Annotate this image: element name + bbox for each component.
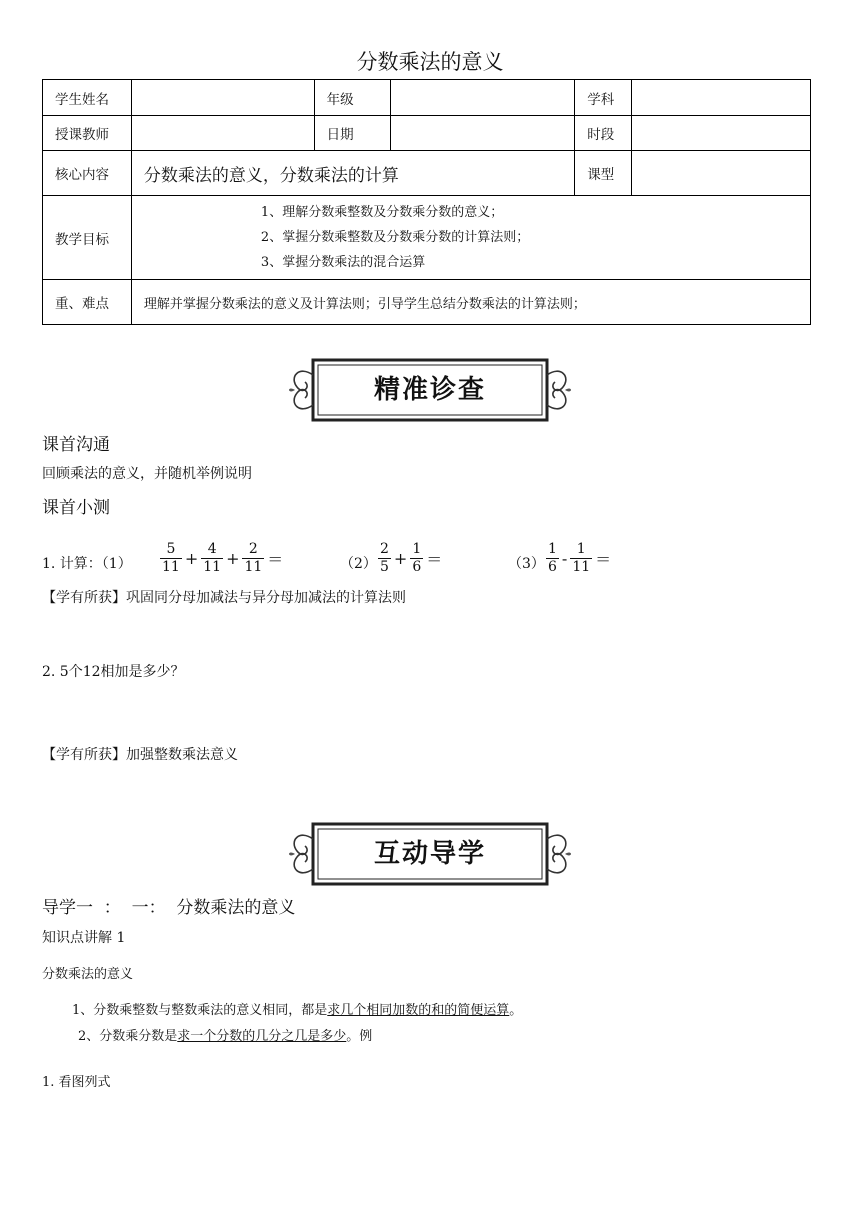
key-value: 理解并掌握分数乘法的意义及计算法则；引导学生总结分数乘法的计算法则； (131, 280, 810, 325)
page-title: 分数乘法的意义 (356, 50, 504, 74)
learning-gain: 【学有所获】加强整数乘法意义 (42, 747, 238, 763)
table-row (43, 80, 811, 116)
subject-field[interactable] (632, 80, 811, 116)
fraction: $\frac{2}{11}$ (244, 541, 263, 575)
table-row (43, 116, 811, 151)
expression-1: $\frac{5}{11}$ + $\frac{4}{11}$ + $\frac{2}{11}$ ＝ (162, 541, 284, 575)
section-heading: 导学一 ： 一： 分数乘法的意义 (42, 898, 296, 918)
type-label: 课型 (575, 151, 632, 196)
table-row (43, 280, 811, 325)
goals-label: 教学目标 (43, 196, 132, 280)
student-name-label: 学生姓名 (43, 80, 132, 116)
section-banner (287, 355, 573, 425)
banner-title: 精准诊查 (373, 375, 486, 405)
fraction: $\frac{1}{6}$ (412, 541, 422, 575)
exercise-1: 1. 看图列式 (42, 1075, 111, 1090)
teacher-label: 授课教师 (43, 116, 132, 151)
core-label: 核心内容 (43, 151, 132, 196)
date-label: 日期 (314, 116, 390, 151)
banner-title: 互动导学 (373, 839, 486, 869)
table-row (43, 151, 811, 196)
period-label: 时段 (575, 116, 632, 151)
subject-label: 学科 (575, 80, 632, 116)
key-label: 重、难点 (43, 280, 132, 325)
section-heading: 课首沟通 (42, 435, 110, 455)
table-row (43, 196, 811, 280)
period-field[interactable] (632, 116, 811, 151)
core-value: 分数乘法的意义，分数乘法的计算 (131, 151, 574, 196)
question-prefix: 1. 计算：（1） (42, 556, 132, 572)
topic-label: 分数乘法的意义 (42, 967, 134, 982)
fraction: $\frac{4}{11}$ (203, 541, 222, 575)
section-heading: 课首小测 (42, 498, 110, 518)
fraction: $\frac{2}{5}$ (380, 541, 389, 575)
section-banner (287, 819, 573, 889)
learning-gain: 【学有所获】巩固同分母加减法与异分母加减法的计算法则 (42, 590, 406, 606)
student-name-field[interactable] (131, 80, 314, 116)
lesson-info-table (42, 79, 811, 325)
fraction: $\frac{1}{11}$ (572, 541, 591, 575)
fraction: $\frac{1}{6}$ (548, 541, 557, 575)
question-2: 2. 5个12相加是多少？ (42, 664, 185, 680)
expression-3: $\frac{1}{6}$ - $\frac{1}{11}$ ＝ (548, 541, 612, 575)
section-text: 回顾乘法的意义，并随机举例说明 (42, 466, 252, 482)
goal-item: 1、理解分数乘整数及分数乘分数的意义； (260, 205, 504, 220)
point-2: 2、分数乘分数是求一个分数的几分之几是多少。例 (78, 1029, 373, 1044)
goal-item: 2、掌握分数乘整数及分数乘分数的计算法则； (260, 230, 530, 245)
goals-cell (131, 196, 810, 280)
expression-2: $\frac{2}{5}$ + $\frac{1}{6}$ ＝ (380, 541, 443, 575)
grade-label: 年级 (314, 80, 390, 116)
fraction: $\frac{5}{11}$ (162, 541, 180, 575)
goal-item: 3、掌握分数乘法的混合运算 (260, 255, 426, 270)
teacher-field[interactable] (131, 116, 314, 151)
question-label: （3） (508, 556, 545, 572)
grade-field[interactable] (390, 80, 575, 116)
date-field[interactable] (390, 116, 575, 151)
question-label: （2） (340, 556, 377, 572)
point-1: 1、分数乘整数与整数乘法的意义相同，都是求几个相同加数的和的简便运算。 (72, 1003, 523, 1018)
sub-heading: 知识点讲解 1 (42, 930, 126, 946)
question-1 (42, 541, 802, 585)
type-field[interactable] (632, 151, 811, 196)
